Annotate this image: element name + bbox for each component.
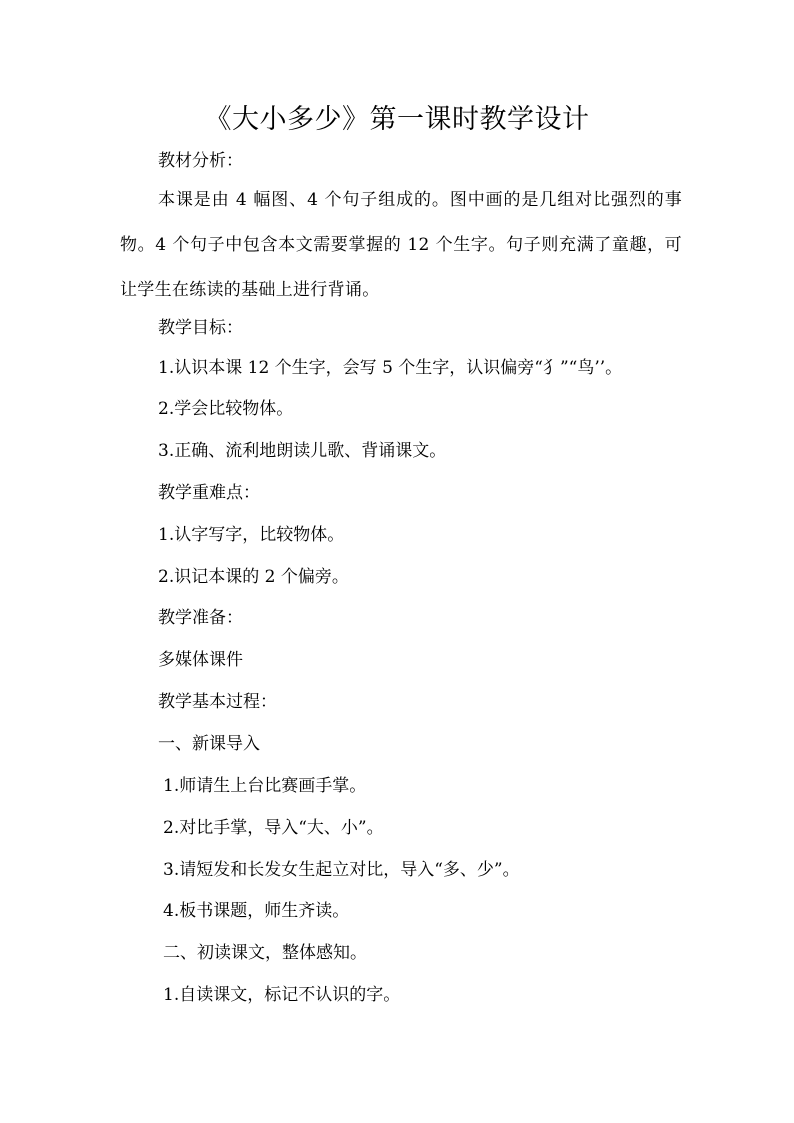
section-step: 3.请短发和长发女生起立对比，导入“多、少”。	[163, 860, 520, 880]
section-heading: 一、新课导入	[158, 734, 260, 754]
goal-item: 3.正确、流利地朗读儿歌、背诵课文。	[158, 441, 447, 461]
difficulty-item: 1.认字写字，比较物体。	[158, 525, 345, 545]
material-paragraph: 本课是由 4 幅图、4 个句子组成的。图中画的是几组对比强烈的事物。4 个句子中包含本文需要掌握的 12 个生字。句子则充满了童趣，可让学生在练读的基础上进行背诵。	[120, 190, 682, 300]
difficulties-heading: 教学重难点：	[158, 483, 260, 503]
section-heading: 二、初读课文，整体感知。	[163, 943, 367, 963]
goal-item: 2.学会比较物体。	[158, 399, 294, 419]
section-step: 4.板书课题，师生齐读。	[163, 901, 350, 921]
goals-heading: 教学目标：	[158, 318, 243, 338]
goal-item: 1.认识本课 12 个生字，会写 5 个生字，认识偏旁“犭”“鸟’’。	[158, 358, 623, 378]
page-title: 《大小多少》第一课时教学设计	[204, 104, 590, 135]
preparation-heading: 教学准备：	[158, 608, 243, 628]
difficulty-item: 2.识记本课的 2 个偏旁。	[158, 567, 349, 587]
preparation-text: 多媒体课件	[158, 650, 243, 670]
section-step: 1.师请生上台比赛画手掌。	[163, 776, 367, 796]
section-step: 2.对比手掌，导入“大、小”。	[163, 818, 384, 838]
process-heading: 教学基本过程：	[158, 692, 277, 712]
material-heading: 教材分析：	[158, 151, 243, 171]
section-step: 1.自读课文，标记不认识的字。	[163, 985, 401, 1005]
